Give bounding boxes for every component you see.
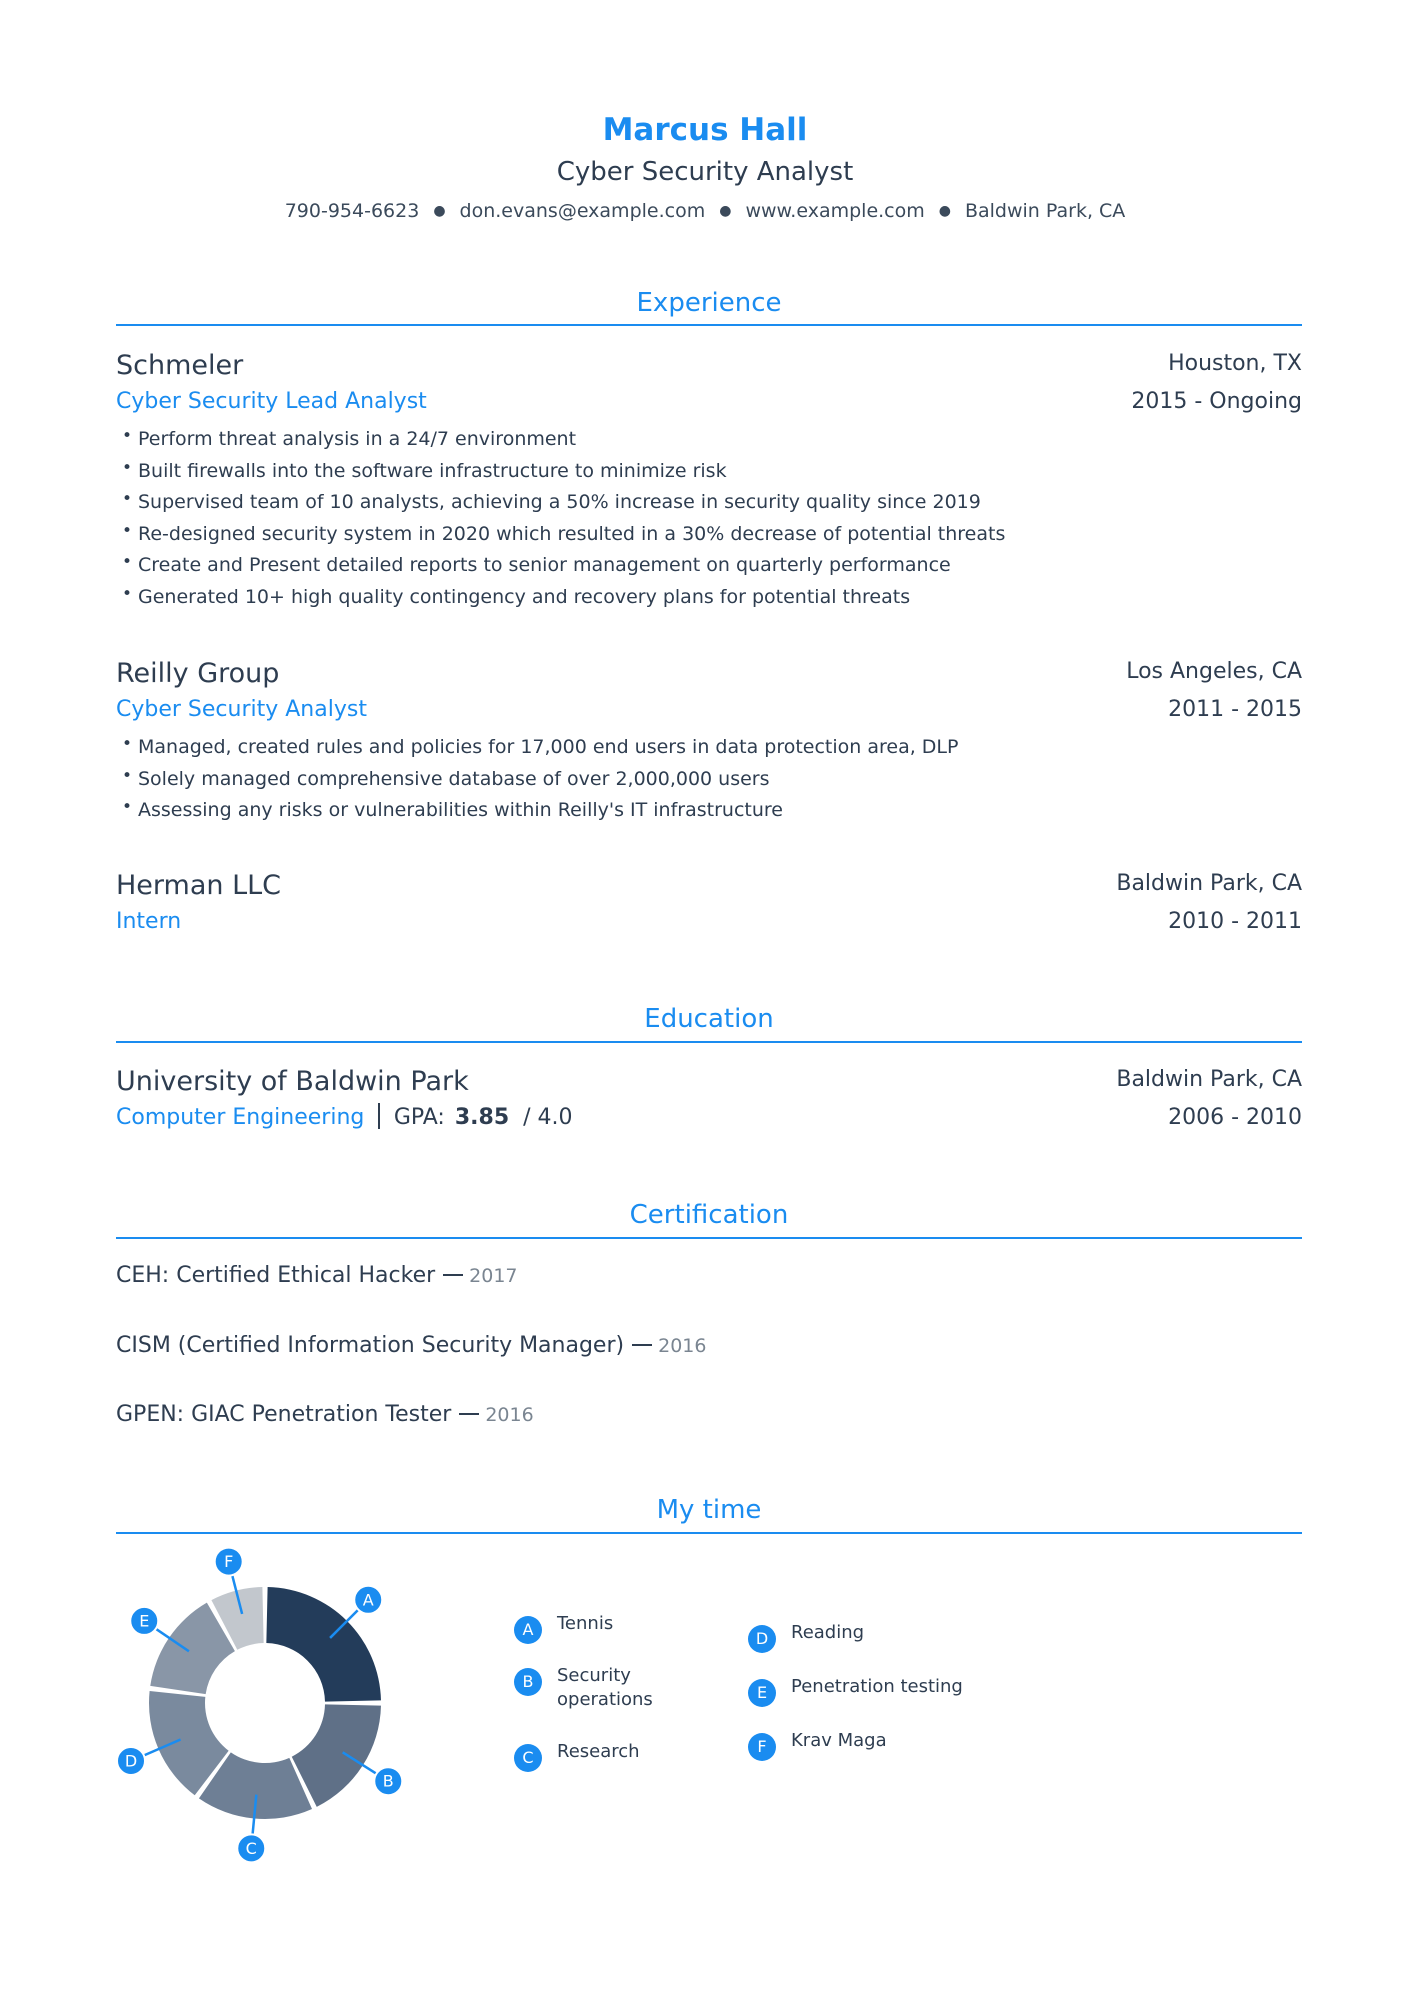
education-school: University of Baldwin Park <box>116 1066 469 1097</box>
resume-header <box>0 108 1410 224</box>
contact-website[interactable]: www.example.com <box>745 200 925 222</box>
donut-slice-b <box>292 1704 381 1806</box>
certification-name: CISM (Certified Information Security Manager) <box>116 1333 625 1358</box>
job-location: Houston, TX <box>1168 351 1302 376</box>
section-rule <box>116 1041 1302 1043</box>
education-divider <box>378 1103 380 1129</box>
certification-name: CEH: Certified Ethical Hacker <box>116 1263 436 1288</box>
legend-badge: D <box>748 1625 776 1653</box>
job-bullet: • Re-designed security system in 2020 which resulted in a 30% decrease of potential threats <box>116 519 1005 551</box>
section-title-experience: Experience <box>636 288 782 318</box>
job-title: Intern <box>116 909 182 934</box>
job-bullet: • Perform threat analysis in a 24/7 environment <box>116 424 1005 456</box>
job-title: Cyber Security Analyst <box>116 697 367 722</box>
job-bullets <box>116 424 1005 614</box>
contact-location: Baldwin Park, CA <box>964 200 1126 222</box>
job-dates: 2010 - 2011 <box>1168 909 1302 934</box>
certification-item <box>116 1260 518 1292</box>
donut-badge-letter: E <box>139 1611 150 1631</box>
legend-label: Penetration testing <box>791 1676 963 1697</box>
gpa-max: / 4.0 <box>523 1105 573 1130</box>
section-title-education: Education <box>644 1004 774 1034</box>
donut-badge-letter: A <box>362 1590 374 1610</box>
legend-badge: F <box>748 1733 776 1761</box>
certification-dash <box>443 1274 463 1276</box>
certification-year: 2016 <box>485 1404 534 1426</box>
legend-badge: C <box>514 1744 542 1772</box>
job-bullets <box>116 732 958 827</box>
legend-label: Reading <box>791 1622 865 1643</box>
contact-phone: 790-954-6623 <box>284 200 420 222</box>
candidate-name: Marcus Hall <box>602 112 808 148</box>
certification-dash <box>459 1413 479 1415</box>
legend-label: Research <box>557 1741 640 1762</box>
job-dates: 2011 - 2015 <box>1168 697 1302 722</box>
legend-label: Tennis <box>557 1613 614 1634</box>
contact-email[interactable]: don.evans@example.com <box>459 200 706 222</box>
job-bullet: • Supervised team of 10 analysts, achieving a 50% increase in security quality since 2019 <box>116 487 1005 519</box>
job-title: Cyber Security Lead Analyst <box>116 389 427 414</box>
contact-line <box>0 198 1410 224</box>
job-bullet: • Create and Present detailed reports to senior management on quarterly performance <box>116 550 1005 582</box>
donut-badge-letter: D <box>124 1751 138 1771</box>
job-bullet: • Managed, created rules and policies for 17,000 end users in data protection area, DLP <box>116 732 958 764</box>
job-bullet: • Assessing any risks or vulnerabilities within Reilly's IT infrastructure <box>116 795 958 827</box>
job-company: Herman LLC <box>116 870 282 901</box>
candidate-role: Cyber Security Analyst <box>556 157 854 187</box>
job-dates: 2015 - Ongoing <box>1131 389 1302 414</box>
certification-year: 2016 <box>658 1335 707 1357</box>
donut-badge-letter: C <box>245 1838 257 1858</box>
certification-item <box>116 1330 706 1362</box>
donut-badge-letter: B <box>382 1771 394 1791</box>
job-location: Los Angeles, CA <box>1126 659 1302 684</box>
gpa-label: GPA: <box>393 1105 445 1130</box>
legend-badge: E <box>748 1679 776 1707</box>
education-program: Computer Engineering <box>116 1105 365 1130</box>
section-title-my-time: My time <box>656 1495 762 1525</box>
job-location: Baldwin Park, CA <box>1116 871 1302 896</box>
job-company: Schmeler <box>116 350 244 381</box>
certification-dash <box>632 1344 652 1346</box>
education-details <box>116 1102 573 1134</box>
legend-badge: A <box>514 1616 542 1644</box>
certification-item <box>116 1399 534 1431</box>
education-dates: 2006 - 2010 <box>1168 1105 1302 1130</box>
gpa-value: 3.85 <box>454 1105 510 1130</box>
certification-name: GPEN: GIAC Penetration Tester <box>116 1402 452 1427</box>
legend-label: Security operations <box>557 1665 653 1710</box>
contact-separator: ● <box>938 203 951 219</box>
contact-separator: ● <box>719 203 732 219</box>
job-bullet: • Solely managed comprehensive database of over 2,000,000 users <box>116 764 958 796</box>
contact-separator: ● <box>433 203 446 219</box>
certification-year: 2017 <box>469 1265 518 1287</box>
section-rule <box>116 1532 1302 1534</box>
section-rule <box>116 1237 1302 1239</box>
legend-badge: B <box>514 1668 542 1696</box>
job-company: Reilly Group <box>116 658 280 689</box>
time-donut-chart <box>124 1548 400 1858</box>
education-location: Baldwin Park, CA <box>1116 1067 1302 1092</box>
legend-label: Krav Maga <box>791 1730 887 1751</box>
job-bullet: • Generated 10+ high quality contingency and recovery plans for potential threats <box>116 582 1005 614</box>
job-bullet: • Built firewalls into the software infrastructure to minimize risk <box>116 456 1005 488</box>
section-title-certification: Certification <box>629 1200 789 1230</box>
section-rule <box>116 324 1302 326</box>
donut-badge-letter: F <box>224 1552 234 1572</box>
